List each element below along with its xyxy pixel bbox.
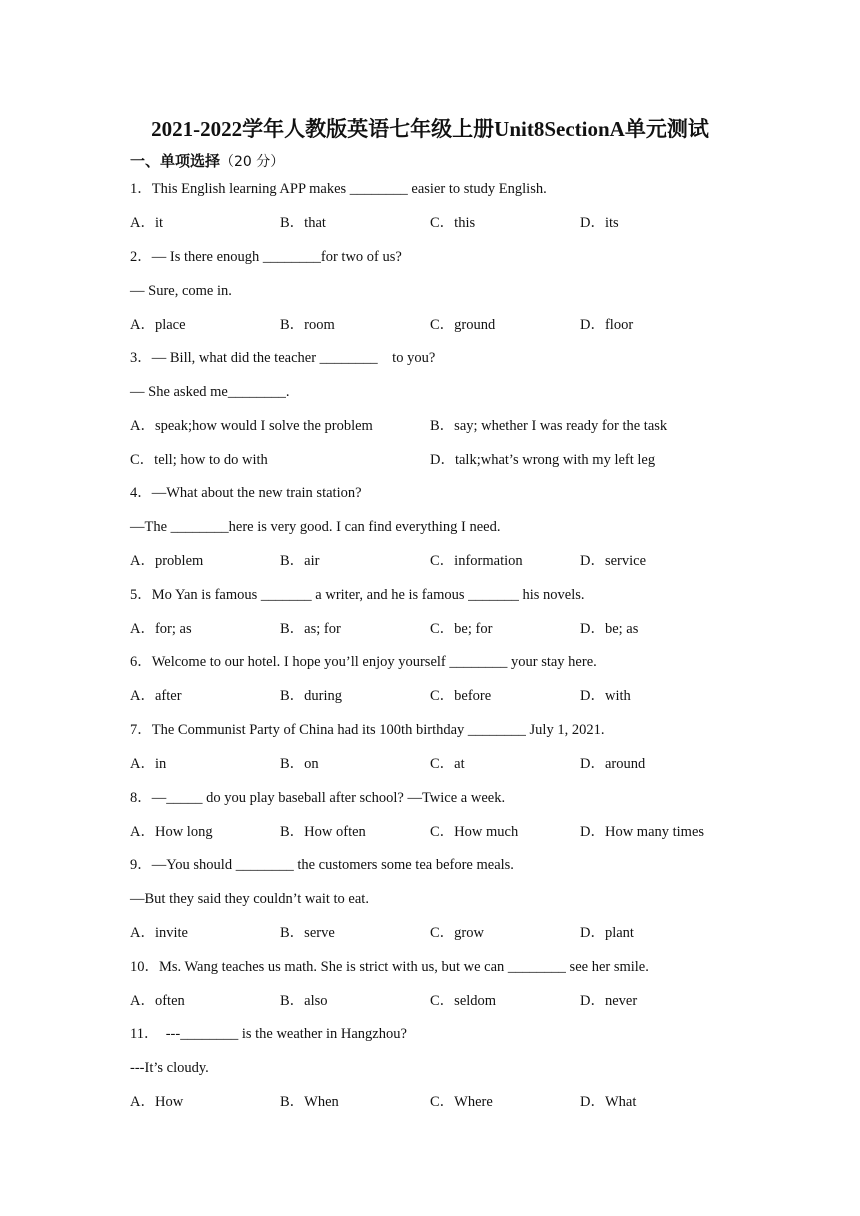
option-b: B．that	[280, 215, 326, 231]
option-a: A．place	[130, 317, 186, 333]
option-d: D．plant	[580, 925, 634, 941]
question-stem: 10．Ms. Wang teaches us math. She is strict with us, but we can ________ see her smile.	[130, 959, 649, 975]
option-c: C．grow	[430, 925, 484, 941]
option-b: B．also	[280, 993, 328, 1009]
option-b: B．on	[280, 756, 319, 772]
question-stem: 7．The Communist Party of China had its 100th birthday ________ July 1, 2021.	[130, 722, 605, 738]
option-d: D．service	[580, 553, 647, 569]
option-a: A．invite	[130, 925, 188, 941]
question-stem: 4．—What about the new train station?	[130, 485, 362, 501]
option-b: B．as; for	[280, 621, 341, 637]
question-stem: 9．—You should ________ the customers some tea before meals.	[130, 857, 514, 873]
option-d: D．never	[580, 993, 638, 1009]
option-b: B．How often	[280, 824, 366, 840]
question-stem: 6．Welcome to our hotel. I hope you’ll enjoy yourself ________ your stay here.	[130, 654, 597, 670]
option-b: B．during	[280, 688, 343, 704]
question-stem-line: —The ________here is very good. I can find everything I need.	[130, 519, 501, 535]
option-c: C．Where	[430, 1094, 493, 1110]
option-d: D．How many times	[580, 824, 705, 840]
question-stem: 3．— Bill, what did the teacher ________ to you?	[130, 350, 436, 366]
option-c: C．ground	[430, 317, 496, 333]
option-c: C．information	[430, 553, 523, 569]
section-heading-text: 一、单项选择	[130, 152, 221, 170]
option-d: D．with	[580, 688, 631, 704]
option-a: A．in	[130, 756, 167, 772]
option-d: D．its	[580, 215, 619, 231]
option-a: A．for; as	[130, 621, 192, 637]
option-d: D．What	[580, 1094, 637, 1110]
option-b: B．serve	[280, 925, 335, 941]
option-b: B．say; whether I was ready for the task	[430, 418, 668, 434]
question-stem-line: ---It’s cloudy.	[130, 1060, 209, 1076]
option-c: C．seldom	[430, 993, 497, 1009]
question-stem: 1．This English learning APP makes ________ easier to study English.	[130, 181, 547, 197]
question-stem-line: — She asked me________.	[130, 384, 290, 400]
section-heading	[130, 150, 284, 171]
page-title: 2021-2022学年人教版英语七年级上册Unit8SectionA单元测试	[151, 117, 709, 141]
option-d: D．around	[580, 756, 646, 772]
option-c: C．before	[430, 688, 492, 704]
option-a: A．it	[130, 215, 164, 231]
question-stem: 11． ---________ is the weather in Hangzhou?	[130, 1026, 407, 1042]
question-stem: 5．Mo Yan is famous _______ a writer, and he is famous _______ his novels.	[130, 587, 585, 603]
option-d: D．be; as	[580, 621, 639, 637]
option-a: A．often	[130, 993, 185, 1009]
option-a: A．How long	[130, 824, 213, 840]
option-a: A．How	[130, 1094, 184, 1110]
option-b: B．air	[280, 553, 320, 569]
option-c: C．be; for	[430, 621, 493, 637]
section-score: （20 分）	[220, 154, 285, 170]
option-c: C．at	[430, 756, 465, 772]
option-a: A．after	[130, 688, 182, 704]
question-stem: 8．—_____ do you play baseball after school? —Twice a week.	[130, 790, 506, 806]
option-d: D．talk;what’s wrong with my left leg	[430, 452, 656, 468]
option-c: C．How much	[430, 824, 519, 840]
option-a: A．speak;how would I solve the problem	[130, 418, 373, 434]
option-a: A．problem	[130, 553, 204, 569]
option-c: C．tell; how to do with	[130, 452, 268, 468]
option-c: C．this	[430, 215, 476, 231]
option-b: B．room	[280, 317, 335, 333]
question-stem: 2．— Is there enough ________for two of us?	[130, 249, 402, 265]
option-d: D．floor	[580, 317, 634, 333]
question-stem-line: — Sure, come in.	[130, 283, 232, 299]
option-b: B．When	[280, 1094, 339, 1110]
question-stem-line: —But they said they couldn’t wait to eat.	[130, 891, 369, 907]
